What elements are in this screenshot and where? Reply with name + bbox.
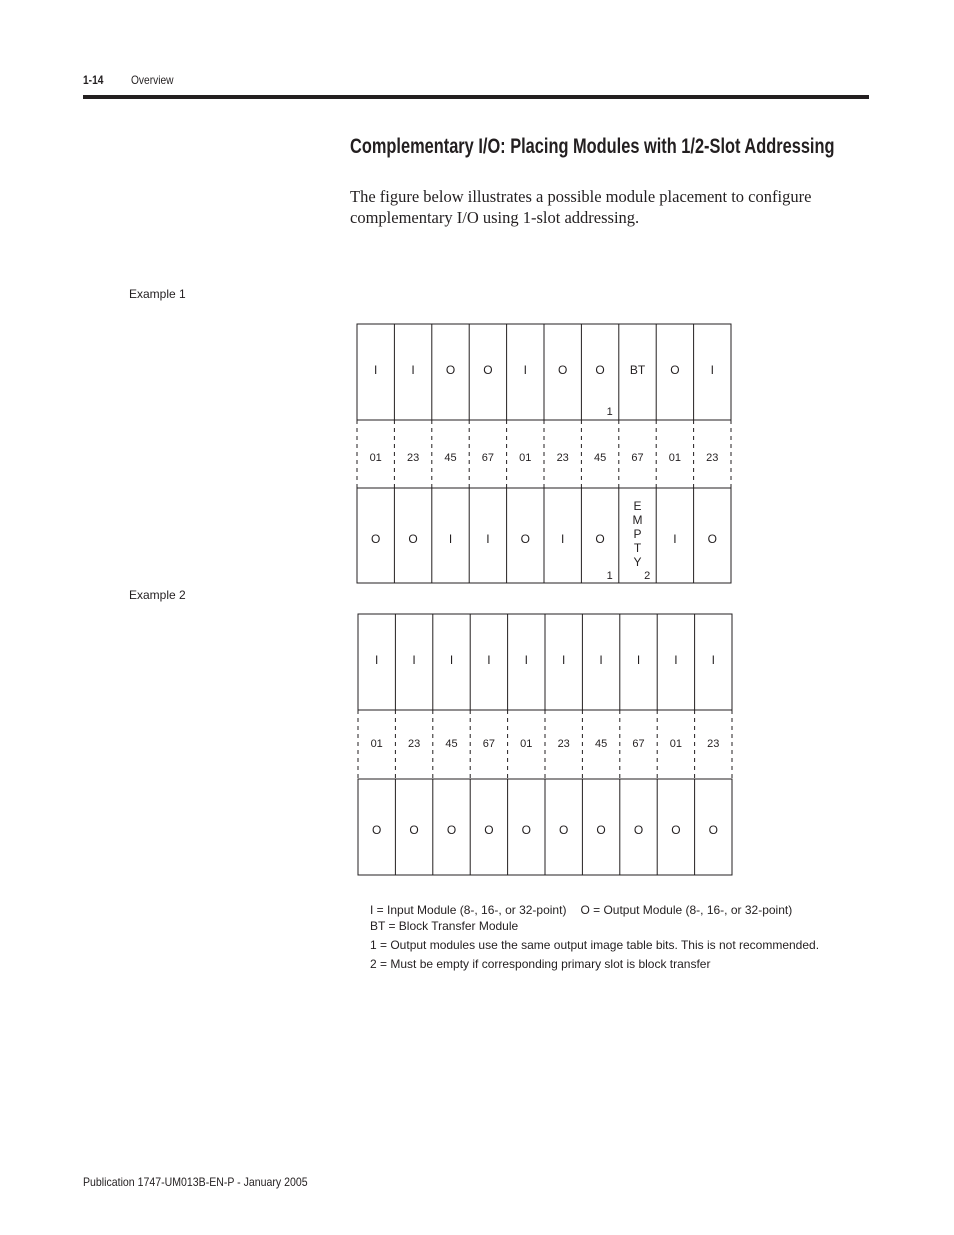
complementary-module-label-letter: T — [633, 541, 642, 555]
slot-address-label: 23 — [406, 452, 420, 464]
slot-address-label: 23 — [557, 738, 570, 750]
primary-module-label: I — [674, 653, 678, 667]
slot-address-label: 01 — [668, 452, 682, 464]
slot-address-label: 67 — [632, 738, 645, 750]
primary-module-label: I — [449, 653, 454, 667]
slot-address-label: 45 — [445, 738, 458, 750]
legend-bt-definition: BT = Block Transfer Module — [370, 919, 519, 933]
legend-input-definition: I = Input Module (8-, 16-, or 32-point) — [370, 903, 567, 917]
primary-module-label: O — [558, 363, 568, 377]
slot-address-label: 01 — [669, 738, 683, 750]
complementary-module-label: O — [446, 823, 457, 837]
complementary-module-label: I — [486, 532, 490, 546]
slot-address-label: 01 — [369, 452, 382, 464]
complementary-module-label: O — [671, 823, 681, 837]
intro-paragraph: The figure below illustrates a possible module placement to configure complementary I/O using 1-slot addressing. — [350, 187, 812, 227]
legend-note-2: 2 = Must be empty if corresponding primary slot is block transfer — [370, 957, 711, 971]
running-header-section: Overview — [131, 73, 174, 87]
complementary-module-label: O — [707, 532, 717, 546]
complementary-module-label: O — [633, 823, 644, 837]
complementary-module-label: O — [484, 823, 494, 837]
primary-module-label: I — [374, 363, 378, 377]
primary-module-label: I — [375, 653, 379, 667]
primary-module-label: O — [483, 363, 493, 377]
complementary-module-label: O — [520, 532, 530, 546]
primary-module-label: I — [487, 653, 491, 667]
complementary-module-label: O — [596, 823, 606, 837]
legend-output-definition: O = Output Module (8-, 16-, or 32-point) — [580, 903, 793, 917]
complementary-module-label: O — [559, 823, 569, 837]
primary-module-label: I — [523, 363, 527, 377]
primary-module-label: I — [710, 363, 714, 377]
slot-address-label: 01 — [370, 738, 383, 750]
slot-address-label: 45 — [594, 738, 608, 750]
slot-address-label: 23 — [707, 738, 720, 750]
primary-module-label: I — [412, 653, 416, 667]
slot-address-label: 67 — [481, 452, 495, 464]
page-number: 1-14 — [83, 73, 104, 87]
complementary-module-label: I — [448, 532, 453, 546]
slot-address-label: 45 — [444, 452, 457, 464]
complementary-footnote-marker: 2 — [644, 570, 651, 582]
example-2-label: Example 2 — [129, 588, 186, 602]
example-1-diagram — [357, 324, 731, 583]
primary-module-label: O — [670, 363, 680, 377]
complementary-module-label: I — [561, 532, 565, 546]
primary-module-label: O — [445, 363, 456, 377]
example-2-diagram — [358, 614, 732, 875]
complementary-module-label: O — [708, 823, 718, 837]
complementary-module-label-letter: E — [633, 499, 642, 513]
complementary-module-label-letter: Y — [633, 555, 642, 569]
slot-address-label: 45 — [593, 452, 607, 464]
complementary-module-label-letter: P — [633, 527, 642, 541]
primary-module-label: I — [411, 363, 415, 377]
primary-module-label: BT — [629, 363, 646, 377]
slot-address-label: 23 — [556, 452, 569, 464]
complementary-module-label: O — [595, 532, 605, 546]
slot-address-label: 67 — [631, 452, 644, 464]
section-title: Complementary I/O: Placing Modules with 1/2-Slot Addressing — [350, 135, 835, 158]
complementary-module-label: O — [409, 823, 419, 837]
primary-module-label: I — [524, 653, 528, 667]
complementary-module-label: O — [371, 532, 381, 546]
primary-module-label: I — [711, 653, 715, 667]
complementary-module-label: O — [521, 823, 531, 837]
complementary-module-label: O — [372, 823, 382, 837]
slot-address-label: 01 — [519, 452, 532, 464]
legend-io — [370, 903, 792, 917]
complementary-module-label: I — [673, 532, 677, 546]
slot-address-label: 23 — [407, 738, 421, 750]
primary-footnote-marker: 1 — [606, 406, 613, 418]
legend-note-1: 1 = Output modules use the same output image table bits. This is not recommended. — [370, 938, 820, 952]
complementary-module-label-letter: M — [632, 513, 643, 527]
complementary-module-label: O — [408, 532, 418, 546]
primary-module-label: O — [595, 363, 605, 377]
primary-module-label: I — [599, 653, 603, 667]
slot-address-label: 23 — [706, 452, 719, 464]
complementary-footnote-marker: 1 — [606, 570, 613, 582]
slot-address-label: 01 — [520, 738, 533, 750]
slot-address-label: 67 — [482, 738, 496, 750]
primary-module-label: I — [562, 653, 566, 667]
example-1-label: Example 1 — [129, 287, 186, 301]
publication-footer: Publication 1747-UM013B-EN-P - January 2005 — [83, 1175, 308, 1189]
primary-module-label: I — [636, 653, 641, 667]
